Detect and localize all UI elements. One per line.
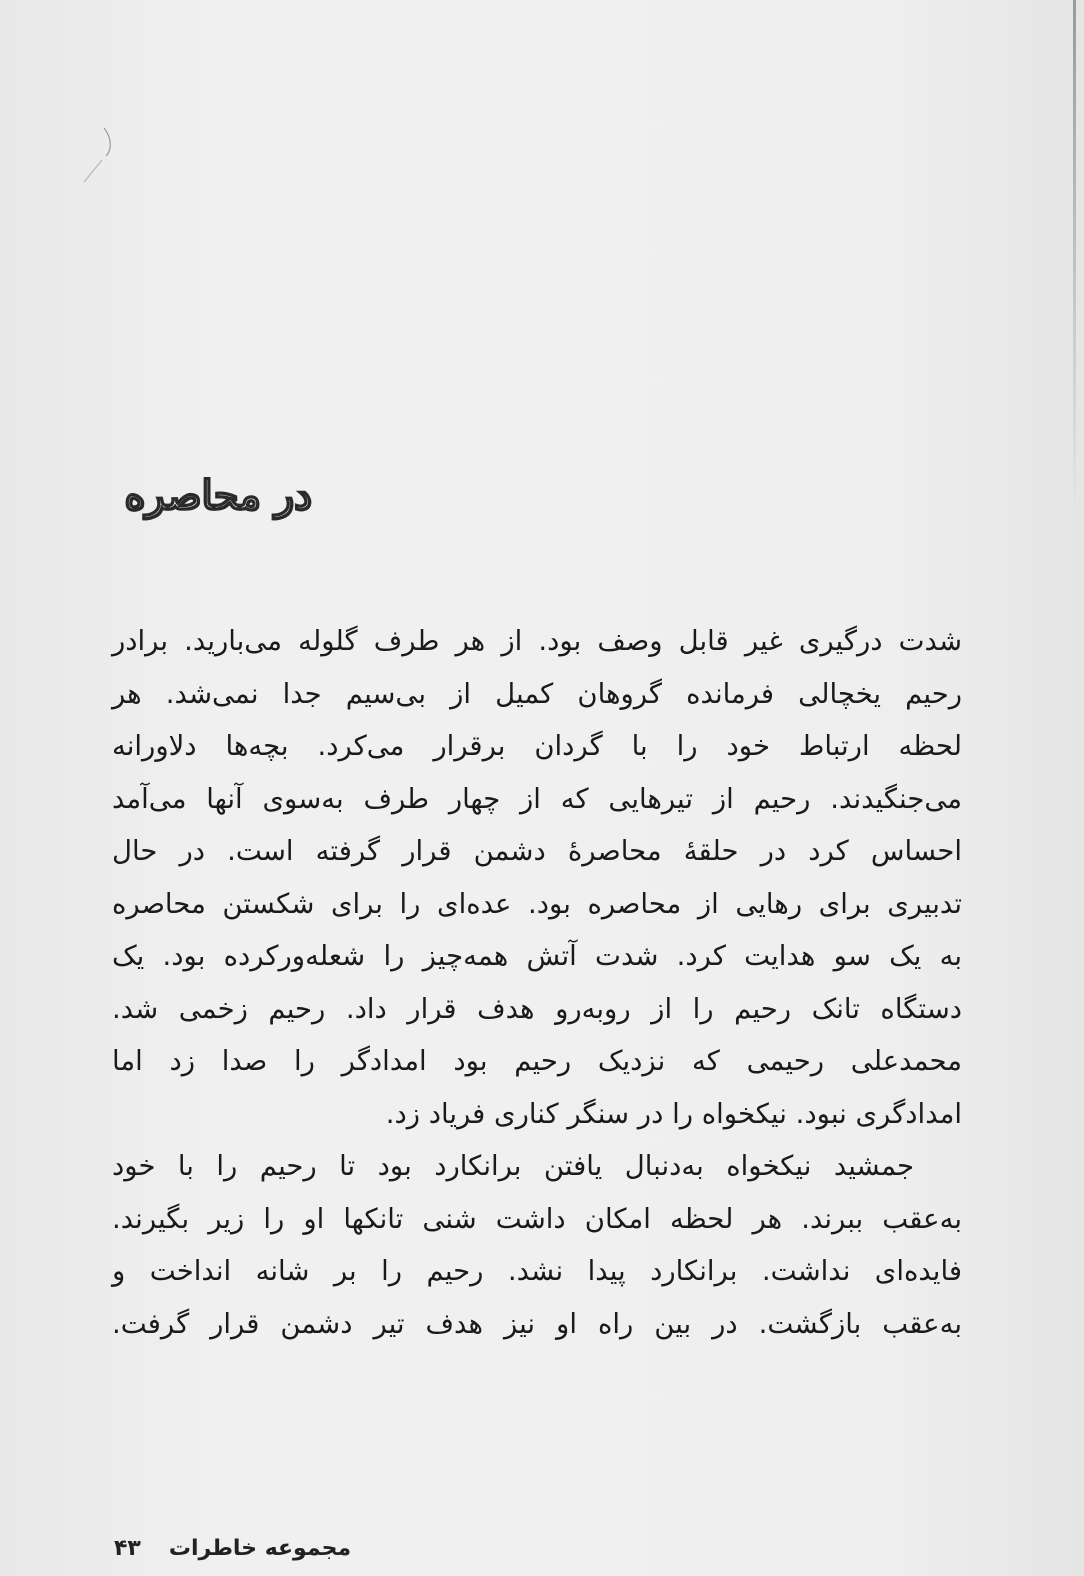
text-line: امدادگری نبود. نیکخواه را در سنگر کناری فریاد زد.	[385, 1097, 962, 1130]
text-line: دستگاه تانک رحیم را از روبه‌رو هدف قرار داد. رحیم زخمی شد.	[112, 992, 962, 1025]
text-line: به‌عقب ببرند. هر لحظه امکان داشت شنی تانکها او را زیر بگیرند.	[112, 1202, 962, 1235]
text-line: می‌جنگیدند. رحیم از تیرهایی که از چهار طرف به‌سوی آنها می‌آمد	[112, 782, 962, 815]
text-line: رحیم یخچالی فرمانده گروهان کمیل از بی‌سیم جدا نمی‌شد. هر	[112, 677, 962, 710]
paragraph-2	[112, 1140, 962, 1350]
text-line: فایده‌ای نداشت. برانکارد پیدا نشد. رحیم را بر شانه انداخت و	[112, 1255, 962, 1287]
text-line: احساس کرد در حلقهٔ محاصرهٔ دشمن قرار گرفته است. در حال	[112, 835, 962, 867]
chapter-title: در محاصره	[124, 472, 312, 519]
page-footer	[114, 1536, 351, 1561]
text-line: به یک سو هدایت کرد. شدت آتش همه‌چیز را شعله‌ورکرده بود. یک	[112, 940, 962, 972]
text-line: تدبیری برای رهایی از محاصره بود. عده‌ای را برای شکستن محاصره	[112, 887, 962, 920]
pencil-mark	[82, 124, 122, 184]
text-line: شدت درگیری غیر قابل وصف بود. از هر طرف گلوله می‌بارید. برادر	[112, 625, 962, 657]
page-number: ۴۳	[114, 1536, 141, 1561]
page-edge-line	[1073, 0, 1076, 520]
book-title: مجموعه خاطرات	[168, 1536, 352, 1561]
text-line: به‌عقب بازگشت. در بین راه او نیز هدف تیر دشمن قرار گرفت.	[112, 1307, 962, 1340]
paragraph-1	[112, 615, 962, 1140]
body-text	[112, 615, 962, 1350]
text-line: جمشید نیکخواه به‌دنبال یافتن برانکارد بود تا رحیم را با خود	[112, 1150, 914, 1182]
text-line: محمدعلی رحیمی که نزدیک رحیم بود امدادگر را صدا زد اما	[112, 1045, 962, 1077]
text-line: لحظه ارتباط خود را با گردان برقرار می‌کرد. بچه‌ها دلاورانه	[112, 730, 962, 762]
